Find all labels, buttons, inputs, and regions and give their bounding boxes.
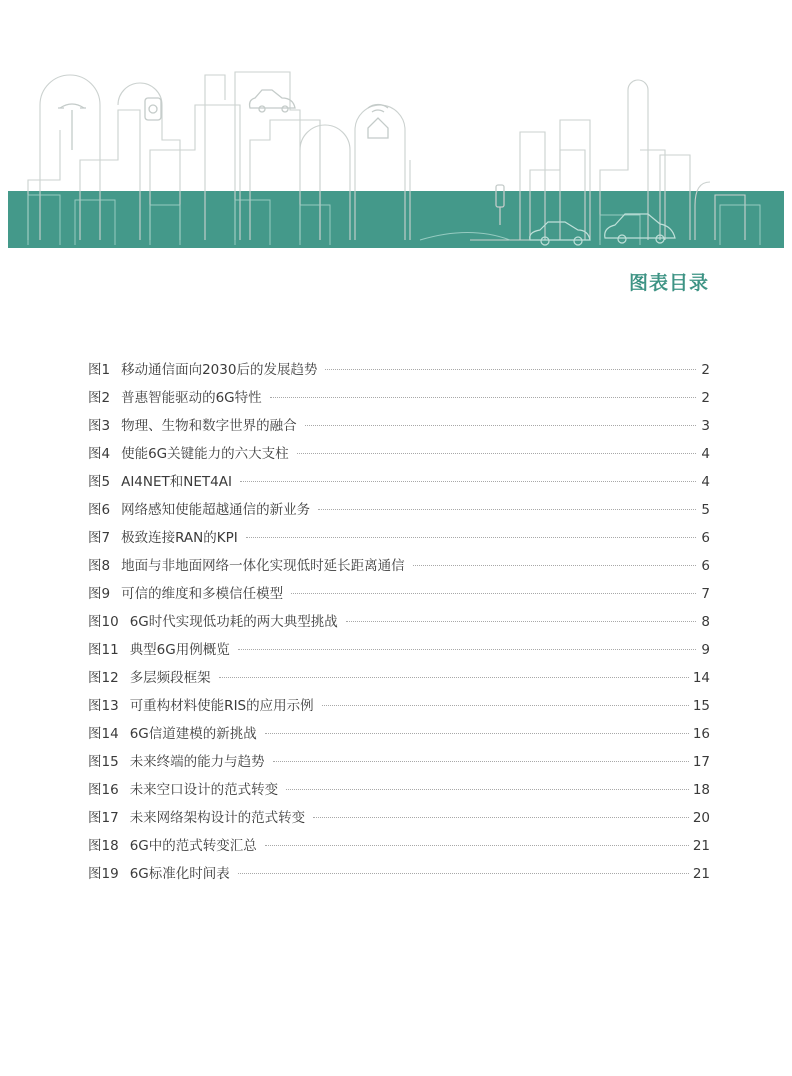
page-number: 6 [701, 558, 710, 574]
figure-title: 6G信道建模的新挑战 [129, 726, 257, 742]
figure-title: 6G标准化时间表 [129, 866, 230, 882]
figure-number: 图1 [88, 362, 111, 378]
figure-title: 普惠智能驱动的6G特性 [121, 390, 262, 406]
toc-entry[interactable] [88, 414, 710, 442]
car-icon [250, 90, 295, 112]
figure-number: 图15 [88, 754, 119, 770]
figure-title: 多层频段框架 [129, 670, 211, 686]
page-number: 9 [701, 642, 710, 658]
leader-dots [238, 873, 689, 874]
leader-dots [270, 397, 696, 398]
page-number: 14 [692, 670, 710, 686]
leader-dots [325, 369, 696, 370]
figure-number: 图14 [88, 726, 119, 742]
figure-number: 图16 [88, 782, 119, 798]
toc-list [88, 358, 710, 890]
leader-dots [318, 509, 696, 510]
toc-entry[interactable] [88, 358, 710, 386]
street-lamp-icon [58, 104, 86, 150]
figure-number: 图7 [88, 530, 111, 546]
toc-entry[interactable] [88, 750, 710, 778]
leader-dots [413, 565, 696, 566]
page-number: 21 [692, 838, 710, 854]
page-number: 16 [692, 726, 710, 742]
toc-entry[interactable] [88, 638, 710, 666]
figure-title: 6G时代实现低功耗的两大典型挑战 [129, 614, 338, 630]
toc-entry[interactable] [88, 778, 710, 806]
toc-entry[interactable] [88, 442, 710, 470]
figure-number: 图19 [88, 866, 119, 882]
page-number: 17 [692, 754, 710, 770]
page-number: 8 [701, 614, 710, 630]
figure-title: 未来网络架构设计的范式转变 [129, 810, 306, 826]
toc-entry[interactable] [88, 526, 710, 554]
figure-title: 未来空口设计的范式转变 [129, 782, 279, 798]
figure-number: 图6 [88, 502, 111, 518]
figure-title: 物理、生物和数字世界的融合 [121, 418, 297, 434]
figure-number: 图11 [88, 642, 119, 658]
leader-dots [286, 789, 689, 790]
header-banner [0, 0, 792, 255]
figure-title: 移动通信面向2030后的发展趋势 [121, 362, 318, 378]
figure-number: 图8 [88, 558, 111, 574]
figure-title: 网络感知使能超越通信的新业务 [121, 502, 311, 518]
leader-dots [273, 761, 689, 762]
toc-entry[interactable] [88, 834, 710, 862]
leader-dots [219, 677, 689, 678]
leader-dots [291, 593, 696, 594]
figure-title: 可重构材料使能RIS的应用示例 [129, 698, 314, 714]
phone-icon [145, 98, 161, 120]
figure-title: 可信的维度和多模信任模型 [121, 586, 284, 602]
leader-dots [238, 649, 696, 650]
figure-title: 6G中的范式转变汇总 [129, 838, 257, 854]
leader-dots [322, 705, 689, 706]
page-number: 7 [701, 586, 710, 602]
figure-title: 典型6G用例概览 [129, 642, 230, 658]
toc-entry[interactable] [88, 694, 710, 722]
figure-title: 极致连接RAN的KPI [121, 530, 238, 546]
page-number: 4 [701, 474, 710, 490]
page-number: 18 [692, 782, 710, 798]
leader-dots [246, 537, 696, 538]
toc-entry[interactable] [88, 470, 710, 498]
toc-entry[interactable] [88, 862, 710, 890]
toc-entry[interactable] [88, 386, 710, 414]
page-number: 20 [692, 810, 710, 826]
page-number: 21 [692, 866, 710, 882]
page-number: 2 [701, 362, 710, 378]
figure-number: 图2 [88, 390, 111, 406]
figure-number: 图17 [88, 810, 119, 826]
figure-title: 使能6G关键能力的六大支柱 [121, 446, 289, 462]
leader-dots [265, 733, 689, 734]
figure-title: 地面与非地面网络一体化实现低时延长距离通信 [121, 558, 405, 574]
leader-dots [240, 481, 696, 482]
figure-number: 图10 [88, 614, 119, 630]
leader-dots [305, 425, 696, 426]
smart-home-icon [368, 104, 388, 138]
figure-title: 未来终端的能力与趋势 [129, 754, 265, 770]
figure-number: 图9 [88, 586, 111, 602]
toc-entry[interactable] [88, 498, 710, 526]
figure-number: 图3 [88, 418, 111, 434]
figure-title: AI4NET和NET4AI [121, 474, 232, 490]
leader-dots [313, 817, 689, 818]
page-number: 3 [701, 418, 710, 434]
figure-number: 图18 [88, 838, 119, 854]
page-number: 4 [701, 446, 710, 462]
leader-dots [297, 453, 696, 454]
toc-entry[interactable] [88, 554, 710, 582]
toc-entry[interactable] [88, 582, 710, 610]
figure-number: 图4 [88, 446, 111, 462]
toc-entry[interactable] [88, 722, 710, 750]
page-number: 5 [701, 502, 710, 518]
figure-number: 图5 [88, 474, 111, 490]
page-title: 图表目录 [628, 272, 709, 294]
figure-number: 图13 [88, 698, 119, 714]
page-number: 15 [692, 698, 710, 714]
page-number: 6 [701, 530, 710, 546]
page-number: 2 [701, 390, 710, 406]
figure-number: 图12 [88, 670, 119, 686]
leader-dots [346, 621, 696, 622]
toc-entry[interactable] [88, 806, 710, 834]
teal-band [8, 191, 784, 248]
leader-dots [265, 845, 689, 846]
toc-entry[interactable] [88, 610, 710, 638]
toc-entry[interactable] [88, 666, 710, 694]
